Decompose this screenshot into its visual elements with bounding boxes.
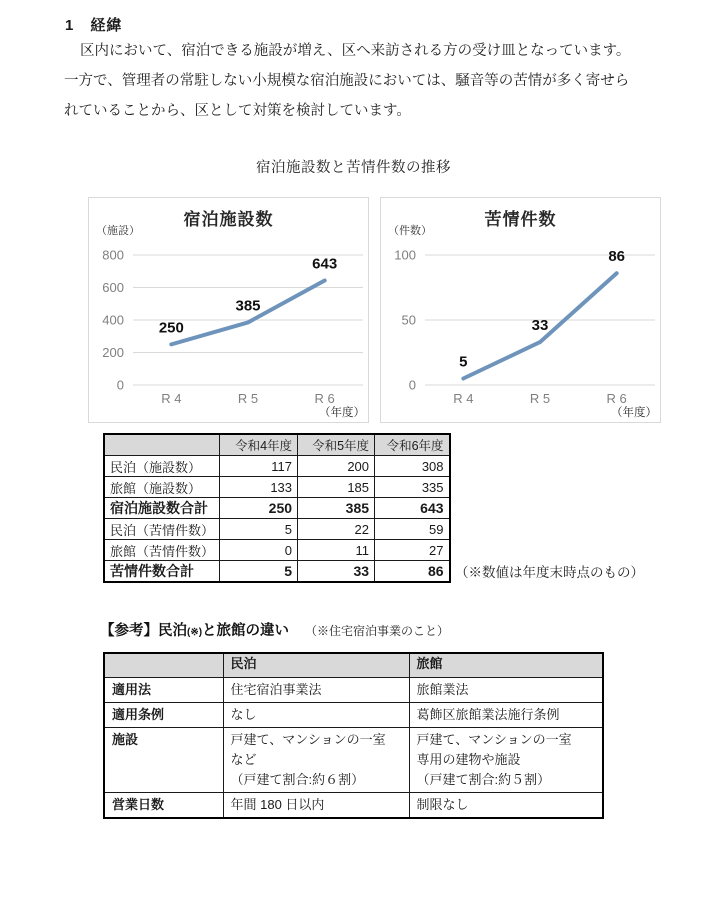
table-row — [104, 456, 450, 477]
minpaku-cell — [223, 703, 409, 728]
complaints-line-chart — [380, 197, 661, 423]
cell-value: 33 — [298, 561, 375, 583]
cell-value: 59 — [375, 519, 450, 540]
cell-value: 200 — [298, 456, 375, 477]
reference-heading-text: 【参考】民泊 — [100, 623, 187, 639]
cell-value: 643 — [375, 498, 450, 519]
y-tick-label: 800 — [102, 247, 124, 263]
paragraph-line: れていることから、区として対策を検討しています。 — [64, 103, 411, 119]
ryokan-cell — [409, 728, 603, 793]
cell-line: 専用の建物や施設 — [416, 752, 521, 767]
minpaku-cell — [223, 793, 409, 819]
cell-value: 27 — [375, 540, 450, 561]
empty-corner-header — [104, 434, 220, 456]
chart-title: 宿泊施設数 — [183, 210, 274, 229]
minpaku-cell — [223, 728, 409, 793]
data-point-label: 33 — [531, 317, 549, 335]
paragraph-line: 一方で、管理者の常駐しない小規模な宿泊施設においては、騒音等の苦情が多く寄せら — [64, 73, 630, 89]
cell-line: （戸建て割合:約６割） — [230, 772, 365, 787]
type-column-header: 旅館 — [409, 653, 603, 678]
table-row — [104, 793, 603, 819]
y-tick-label: 0 — [116, 377, 124, 393]
row-label: 施設 — [104, 728, 223, 793]
y-tick-label: 200 — [102, 345, 124, 360]
empty-corner-header — [104, 653, 223, 678]
type-column-header: 民泊 — [223, 653, 409, 678]
year-column-header: 令和6年度 — [375, 434, 450, 456]
cell-value: 185 — [298, 477, 375, 498]
cell-line: 年間 180 日以内 — [230, 797, 325, 812]
table-row — [104, 728, 603, 793]
cell-value: 11 — [298, 540, 375, 561]
data-point-label: 5 — [459, 353, 468, 371]
y-tick-label: 0 — [408, 377, 416, 393]
row-label: 宿泊施設数合計 — [104, 498, 220, 519]
ryokan-cell — [409, 678, 603, 703]
line-chart-canvas — [381, 198, 660, 422]
cell-value: 22 — [298, 519, 375, 540]
cell-value: 5 — [220, 561, 298, 583]
cell-value: 0 — [220, 540, 298, 561]
cell-line: など — [230, 752, 257, 767]
cell-value: 250 — [220, 498, 298, 519]
cell-line: 戸建て、マンションの一室 — [230, 732, 386, 747]
x-axis-unit-label: （年度） — [319, 407, 365, 419]
y-tick-label: 100 — [394, 247, 416, 263]
data-point-label: 385 — [235, 297, 261, 315]
x-tick-label: R 5 — [529, 391, 551, 406]
cell-value: 335 — [375, 477, 450, 498]
row-label: 営業日数 — [104, 793, 223, 819]
x-tick-label: R 4 — [453, 391, 474, 406]
table-footnote: （※数値は年度末時点のもの） — [455, 565, 644, 580]
year-column-header: 令和5年度 — [298, 434, 375, 456]
row-label: 適用条例 — [104, 703, 223, 728]
comparison-table — [103, 652, 604, 819]
row-label: 旅館（苦情件数） — [104, 540, 220, 561]
cell-line: 住宅宿泊事業法 — [230, 682, 322, 697]
y-axis-unit-label: （施設） — [96, 225, 140, 237]
x-tick-label: R 6 — [314, 391, 335, 406]
reference-heading — [100, 619, 449, 640]
cell-line: 旅館業法 — [416, 682, 469, 697]
y-tick-label: 600 — [102, 280, 124, 295]
reference-heading-text: と旅館の違い — [202, 623, 290, 639]
reference-heading-note: （※住宅宿泊事業のこと） — [305, 624, 450, 638]
line-chart-canvas — [89, 198, 368, 422]
cell-line: （戸建て割合:約５割） — [416, 772, 551, 787]
minpaku-cell — [223, 678, 409, 703]
facilities-line-chart — [88, 197, 369, 423]
row-label: 旅館（施設数） — [104, 477, 220, 498]
data-point-label: 86 — [608, 248, 626, 266]
data-point-label: 250 — [158, 319, 184, 337]
ryokan-cell — [409, 793, 603, 819]
page-title: 1 経緯 — [65, 17, 123, 34]
cell-value: 117 — [220, 456, 298, 477]
row-label: 民泊（施設数） — [104, 456, 220, 477]
cell-line: 制限なし — [416, 797, 469, 812]
table-row — [104, 477, 450, 498]
row-label: 民泊（苦情件数） — [104, 519, 220, 540]
reference-asterisk: (※) — [187, 627, 203, 638]
charts-section-title: 宿泊施設数と苦情件数の推移 — [256, 160, 451, 176]
row-label: 適用法 — [104, 678, 223, 703]
table-header-row — [104, 653, 603, 678]
table-row — [104, 498, 450, 519]
chart-title: 苦情件数 — [484, 210, 557, 229]
cell-line: 葛飾区旅館業法施行条例 — [416, 707, 560, 722]
intro-paragraph — [64, 36, 654, 126]
ryokan-cell — [409, 703, 603, 728]
paragraph-line: 区内において、宿泊できる施設が増え、区へ来訪される方の受け皿となっています。 — [80, 43, 631, 59]
cell-value: 5 — [220, 519, 298, 540]
x-tick-label: R 5 — [237, 391, 259, 406]
cell-value: 385 — [298, 498, 375, 519]
y-axis-unit-label: （件数） — [388, 225, 432, 237]
y-tick-label: 50 — [401, 312, 416, 328]
table-row — [104, 561, 450, 583]
cell-line: なし — [230, 707, 257, 722]
summary-table — [103, 433, 451, 583]
data-point-label: 643 — [312, 255, 338, 273]
cell-line: 戸建て、マンションの一室 — [416, 732, 572, 747]
table-row — [104, 519, 450, 540]
table-row — [104, 703, 603, 728]
x-tick-label: R 4 — [161, 391, 182, 406]
table-row — [104, 678, 603, 703]
table-row — [104, 540, 450, 561]
x-tick-label: R 6 — [606, 391, 627, 406]
cell-value: 308 — [375, 456, 450, 477]
cell-value: 133 — [220, 477, 298, 498]
cell-value: 86 — [375, 561, 450, 583]
y-tick-label: 400 — [102, 312, 124, 328]
year-column-header: 令和4年度 — [220, 434, 298, 456]
x-axis-unit-label: （年度） — [611, 407, 657, 419]
row-label: 苦情件数合計 — [104, 561, 220, 583]
table-header-row — [104, 434, 450, 456]
